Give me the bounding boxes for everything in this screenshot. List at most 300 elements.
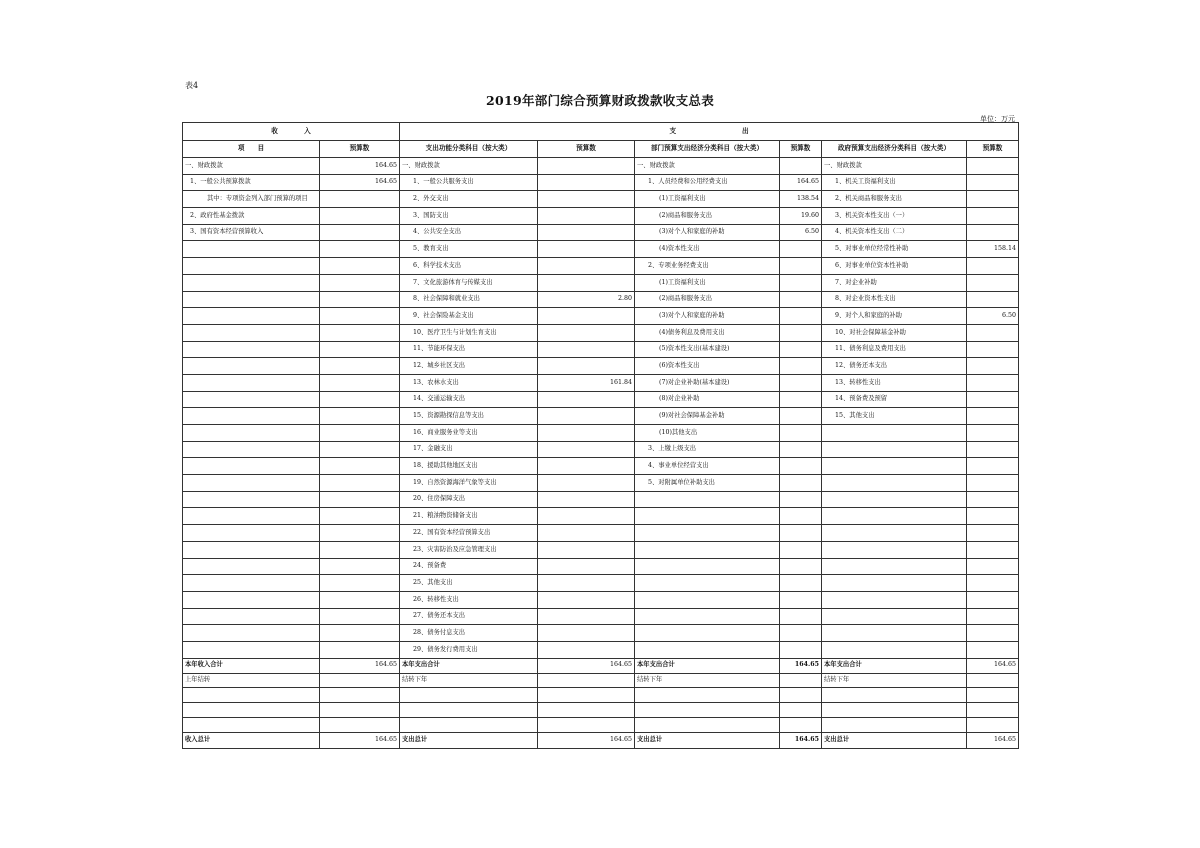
gov-econ-item-cell — [822, 575, 967, 592]
gov-econ-item-cell: 14、预备费及预留 — [822, 391, 967, 408]
table-row — [183, 174, 1019, 191]
income-budget-cell — [320, 541, 400, 558]
function-budget-cell — [538, 641, 635, 658]
function-budget-cell — [538, 591, 635, 608]
income-item-cell: 上年结转 — [183, 673, 320, 687]
dept-econ-item-cell — [635, 491, 780, 508]
gov-econ-budget-cell — [967, 374, 1019, 391]
gov-econ-budget-cell — [967, 575, 1019, 592]
blank-row — [183, 717, 1019, 732]
col-header-budget-3: 预算数 — [780, 140, 822, 158]
function-item-cell: 22、国有资本经营预算支出 — [400, 525, 538, 542]
function-item-cell: 4、公共安全支出 — [400, 224, 538, 241]
dept-econ-budget-cell: 164.65 — [780, 732, 822, 748]
function-budget-cell — [538, 208, 635, 225]
table-row — [183, 374, 1019, 391]
gov-econ-item-cell — [822, 425, 967, 442]
income-group-header: 收 入 — [183, 123, 400, 141]
function-budget-cell — [538, 541, 635, 558]
expense-group-header: 支 出 — [400, 123, 1019, 141]
income-item-cell — [183, 425, 320, 442]
table-row — [183, 291, 1019, 308]
function-budget-cell — [538, 241, 635, 258]
dept-econ-item-cell: (3)对个人和家庭的补助 — [635, 308, 780, 325]
table-row — [183, 641, 1019, 658]
dept-econ-item-cell: (5)资本性支出(基本建设) — [635, 341, 780, 358]
gov-econ-item-cell: 结转下年 — [822, 673, 967, 687]
dept-econ-budget-cell — [780, 641, 822, 658]
dept-econ-budget-cell: 19.60 — [780, 208, 822, 225]
dept-econ-budget-cell: 6.50 — [780, 224, 822, 241]
function-item-cell: 17、金融支出 — [400, 441, 538, 458]
dept-econ-budget-cell: 138.54 — [780, 191, 822, 208]
gov-econ-item-cell: 3、机关资本性支出（一） — [822, 208, 967, 225]
dept-econ-budget-cell — [780, 374, 822, 391]
dept-econ-item-cell: 一、财政拨款 — [635, 158, 780, 175]
gov-econ-item-cell: 15、其他支出 — [822, 408, 967, 425]
gov-econ-budget-cell — [967, 324, 1019, 341]
gov-econ-item-cell — [822, 458, 967, 475]
gov-econ-item-cell — [822, 525, 967, 542]
income-budget-cell — [320, 358, 400, 375]
function-budget-cell: 164.65 — [538, 658, 635, 673]
table-row — [183, 625, 1019, 642]
gov-econ-budget-cell: 6.50 — [967, 308, 1019, 325]
table-row — [183, 358, 1019, 375]
table-row — [183, 541, 1019, 558]
gov-econ-budget-cell — [967, 525, 1019, 542]
gov-econ-item-cell — [822, 591, 967, 608]
table-row — [183, 324, 1019, 341]
table-row — [183, 508, 1019, 525]
col-header-dept-econ-class: 部门预算支出经济分类科目（按大类） — [635, 140, 780, 158]
function-budget-cell — [538, 491, 635, 508]
income-item-cell — [183, 258, 320, 275]
function-budget-cell — [538, 441, 635, 458]
table-row — [183, 224, 1019, 241]
income-budget-cell — [320, 673, 400, 687]
income-budget-cell — [320, 625, 400, 642]
income-budget-cell — [320, 425, 400, 442]
table-row — [183, 558, 1019, 575]
gov-econ-item-cell: 9、对个人和家庭的补助 — [822, 308, 967, 325]
function-item-cell: 3、国防支出 — [400, 208, 538, 225]
income-budget-cell — [320, 224, 400, 241]
income-item-cell — [183, 374, 320, 391]
income-item-cell — [183, 441, 320, 458]
dept-econ-item-cell — [635, 641, 780, 658]
dept-econ-item-cell — [635, 625, 780, 642]
gov-econ-item-cell: 6、对事业单位资本性补助 — [822, 258, 967, 275]
dept-econ-item-cell: (2)商品和服务支出 — [635, 291, 780, 308]
income-item-cell — [183, 608, 320, 625]
column-header-row — [183, 140, 1019, 158]
col-header-gov-econ-class: 政府预算支出经济分类科目（按大类） — [822, 140, 967, 158]
table-row — [183, 208, 1019, 225]
gov-econ-budget-cell — [967, 408, 1019, 425]
table-row — [183, 608, 1019, 625]
income-item-cell — [183, 641, 320, 658]
gov-econ-item-cell — [822, 608, 967, 625]
gov-econ-item-cell — [822, 491, 967, 508]
dept-econ-item-cell — [635, 575, 780, 592]
dept-econ-budget-cell — [780, 408, 822, 425]
dept-econ-budget-cell — [780, 258, 822, 275]
function-budget-cell — [538, 575, 635, 592]
table-row — [183, 191, 1019, 208]
function-item-cell: 1、一般公共服务支出 — [400, 174, 538, 191]
table-row — [183, 341, 1019, 358]
dept-econ-item-cell: 5、对附属单位补助支出 — [635, 475, 780, 492]
gov-econ-budget-cell — [967, 174, 1019, 191]
income-budget-cell — [320, 591, 400, 608]
function-budget-cell — [538, 408, 635, 425]
table-row — [183, 274, 1019, 291]
table-row — [183, 525, 1019, 542]
income-budget-cell — [320, 208, 400, 225]
income-item-cell — [183, 308, 320, 325]
income-item-cell — [183, 508, 320, 525]
dept-econ-item-cell — [635, 525, 780, 542]
dept-econ-budget-cell: 164.65 — [780, 174, 822, 191]
function-budget-cell — [538, 508, 635, 525]
gov-econ-budget-cell — [967, 208, 1019, 225]
table-row — [183, 591, 1019, 608]
function-budget-cell — [538, 625, 635, 642]
income-budget-cell — [320, 458, 400, 475]
dept-econ-item-cell: (4)资本性支出 — [635, 241, 780, 258]
function-item-cell: 21、粮油物资储备支出 — [400, 508, 538, 525]
income-budget-cell: 164.65 — [320, 658, 400, 673]
dept-econ-budget-cell — [780, 158, 822, 175]
income-budget-cell — [320, 308, 400, 325]
gov-econ-item-cell — [822, 441, 967, 458]
gov-econ-budget-cell — [967, 641, 1019, 658]
gov-econ-budget-cell — [967, 475, 1019, 492]
function-item-cell: 11、节能环保支出 — [400, 341, 538, 358]
gov-econ-budget-cell — [967, 224, 1019, 241]
function-item-cell: 9、社会保险基金支出 — [400, 308, 538, 325]
col-header-function-class: 支出功能分类科目（按大类） — [400, 140, 538, 158]
gov-econ-budget-cell — [967, 608, 1019, 625]
gov-econ-item-cell: 10、对社会保障基金补助 — [822, 324, 967, 341]
dept-econ-item-cell: (4)债务利息及费用支出 — [635, 324, 780, 341]
dept-econ-item-cell — [635, 591, 780, 608]
income-item-cell — [183, 291, 320, 308]
dept-econ-budget-cell — [780, 508, 822, 525]
function-item-cell: 27、债务还本支出 — [400, 608, 538, 625]
table-row — [183, 458, 1019, 475]
dept-econ-budget-cell — [780, 358, 822, 375]
function-item-cell: 19、自然资源海洋气象等支出 — [400, 475, 538, 492]
income-item-cell — [183, 625, 320, 642]
gov-econ-budget-cell — [967, 441, 1019, 458]
function-item-cell: 本年支出合计 — [400, 658, 538, 673]
gov-econ-budget-cell: 164.65 — [967, 658, 1019, 673]
gov-econ-item-cell: 12、债务还本支出 — [822, 358, 967, 375]
function-budget-cell — [538, 358, 635, 375]
function-budget-cell: 161.84 — [538, 374, 635, 391]
dept-econ-item-cell: (1)工资福利支出 — [635, 191, 780, 208]
dept-econ-item-cell — [635, 558, 780, 575]
col-header-budget-1: 预算数 — [320, 140, 400, 158]
gov-econ-budget-cell — [967, 625, 1019, 642]
income-item-cell — [183, 591, 320, 608]
gov-econ-budget-cell — [967, 291, 1019, 308]
dept-econ-budget-cell — [780, 525, 822, 542]
income-item-cell: 其中：专项资金列入部门预算的项目 — [183, 191, 320, 208]
dept-econ-item-cell: 支出总计 — [635, 732, 780, 748]
function-item-cell: 10、医疗卫生与计划生育支出 — [400, 324, 538, 341]
function-budget-cell — [538, 558, 635, 575]
dept-econ-budget-cell — [780, 575, 822, 592]
income-budget-cell — [320, 408, 400, 425]
dept-econ-item-cell: 2、专项业务经费支出 — [635, 258, 780, 275]
function-item-cell: 29、债务发行费用支出 — [400, 641, 538, 658]
gov-econ-item-cell: 支出总计 — [822, 732, 967, 748]
dept-econ-item-cell: (10)其他支出 — [635, 425, 780, 442]
dept-econ-item-cell: 4、事业单位经营支出 — [635, 458, 780, 475]
gov-econ-budget-cell — [967, 158, 1019, 175]
income-budget-cell — [320, 475, 400, 492]
header-group-row — [183, 123, 1019, 141]
income-item-cell: 收入总计 — [183, 732, 320, 748]
gov-econ-budget-cell — [967, 258, 1019, 275]
income-item-cell — [183, 575, 320, 592]
income-item-cell: 3、国有资本经营预算收入 — [183, 224, 320, 241]
table-row — [183, 425, 1019, 442]
gov-econ-item-cell — [822, 641, 967, 658]
table-row — [183, 475, 1019, 492]
gov-econ-budget-cell: 158.14 — [967, 241, 1019, 258]
gov-econ-budget-cell — [967, 558, 1019, 575]
dept-econ-budget-cell — [780, 608, 822, 625]
function-budget-cell: 164.65 — [538, 732, 635, 748]
income-item-cell — [183, 408, 320, 425]
income-budget-cell — [320, 274, 400, 291]
income-budget-cell: 164.65 — [320, 732, 400, 748]
dept-econ-budget-cell — [780, 673, 822, 687]
function-budget-cell — [538, 608, 635, 625]
gov-econ-budget-cell — [967, 508, 1019, 525]
function-item-cell: 14、交通运输支出 — [400, 391, 538, 408]
function-budget-cell — [538, 391, 635, 408]
table-row — [183, 158, 1019, 175]
dept-econ-budget-cell — [780, 491, 822, 508]
income-budget-cell — [320, 525, 400, 542]
dept-econ-budget-cell — [780, 241, 822, 258]
function-item-cell: 6、科学技术支出 — [400, 258, 538, 275]
gov-econ-item-cell — [822, 508, 967, 525]
income-item-cell — [183, 525, 320, 542]
dept-econ-budget-cell — [780, 541, 822, 558]
function-budget-cell — [538, 324, 635, 341]
dept-econ-budget-cell — [780, 291, 822, 308]
function-item-cell: 5、教育支出 — [400, 241, 538, 258]
income-item-cell — [183, 558, 320, 575]
function-item-cell: 16、商业服务业等支出 — [400, 425, 538, 442]
gov-econ-item-cell: 4、机关资本性支出（二） — [822, 224, 967, 241]
income-budget-cell — [320, 374, 400, 391]
dept-econ-item-cell: 结转下年 — [635, 673, 780, 687]
function-item-cell: 一、财政拨款 — [400, 158, 538, 175]
col-header-budget-4: 预算数 — [967, 140, 1019, 158]
income-budget-cell — [320, 491, 400, 508]
table-footer — [183, 658, 1019, 748]
gov-econ-item-cell: 1、机关工资福利支出 — [822, 174, 967, 191]
function-item-cell: 结转下年 — [400, 673, 538, 687]
gov-econ-item-cell: 5、对事业单位经常性补助 — [822, 241, 967, 258]
gov-econ-budget-cell — [967, 358, 1019, 375]
dept-econ-budget-cell — [780, 341, 822, 358]
gov-econ-budget-cell — [967, 673, 1019, 687]
gov-econ-item-cell — [822, 625, 967, 642]
gov-econ-budget-cell — [967, 541, 1019, 558]
gov-econ-budget-cell — [967, 425, 1019, 442]
col-header-item: 项 目 — [183, 140, 320, 158]
function-budget-cell — [538, 525, 635, 542]
gov-econ-item-cell: 13、转移性支出 — [822, 374, 967, 391]
function-item-cell: 支出总计 — [400, 732, 538, 748]
dept-econ-item-cell — [635, 508, 780, 525]
dept-econ-item-cell: (7)对企业补助(基本建设) — [635, 374, 780, 391]
dept-econ-item-cell: (2)商品和服务支出 — [635, 208, 780, 225]
function-item-cell: 2、外交支出 — [400, 191, 538, 208]
income-budget-cell — [320, 191, 400, 208]
blank-row — [183, 687, 1019, 702]
function-item-cell: 20、住房保障支出 — [400, 491, 538, 508]
dept-econ-budget-cell: 164.65 — [780, 658, 822, 673]
gov-econ-item-cell — [822, 541, 967, 558]
table-row — [183, 408, 1019, 425]
gov-econ-budget-cell — [967, 491, 1019, 508]
income-budget-cell — [320, 608, 400, 625]
function-budget-cell — [538, 475, 635, 492]
unit-label: 单位：万元 — [980, 115, 1015, 123]
income-budget-cell — [320, 641, 400, 658]
gov-econ-budget-cell: 164.65 — [967, 732, 1019, 748]
income-item-cell — [183, 324, 320, 341]
income-item-cell — [183, 458, 320, 475]
dept-econ-budget-cell — [780, 324, 822, 341]
function-item-cell: 15、资源勘探信息等支出 — [400, 408, 538, 425]
gov-econ-item-cell — [822, 558, 967, 575]
table-row — [183, 575, 1019, 592]
gov-econ-budget-cell — [967, 341, 1019, 358]
carryover-row — [183, 673, 1019, 687]
dept-econ-item-cell — [635, 608, 780, 625]
function-budget-cell — [538, 174, 635, 191]
income-budget-cell — [320, 558, 400, 575]
dept-econ-budget-cell — [780, 441, 822, 458]
gov-econ-budget-cell — [967, 458, 1019, 475]
dept-econ-item-cell: (6)资本性支出 — [635, 358, 780, 375]
income-budget-cell — [320, 508, 400, 525]
income-budget-cell — [320, 575, 400, 592]
function-budget-cell — [538, 425, 635, 442]
dept-econ-item-cell: (1)工资福利支出 — [635, 274, 780, 291]
income-item-cell — [183, 358, 320, 375]
dept-econ-item-cell: 1、人员经费和公用经费支出 — [635, 174, 780, 191]
income-item-cell — [183, 541, 320, 558]
table-row — [183, 391, 1019, 408]
page-title: 2019年部门综合预算财政拨款收支总表 — [486, 93, 714, 108]
income-item-cell: 1、一般公共预算拨款 — [183, 174, 320, 191]
income-item-cell — [183, 274, 320, 291]
income-budget-cell — [320, 258, 400, 275]
function-item-cell: 18、援助其他地区支出 — [400, 458, 538, 475]
table-row — [183, 491, 1019, 508]
dept-econ-budget-cell — [780, 458, 822, 475]
gov-econ-budget-cell — [967, 274, 1019, 291]
function-budget-cell — [538, 158, 635, 175]
gov-econ-item-cell: 本年支出合计 — [822, 658, 967, 673]
dept-econ-item-cell: (8)对企业补助 — [635, 391, 780, 408]
income-item-cell: 一、财政拨款 — [183, 158, 320, 175]
dept-econ-budget-cell — [780, 425, 822, 442]
income-budget-cell — [320, 341, 400, 358]
function-item-cell: 13、农林水支出 — [400, 374, 538, 391]
gov-econ-item-cell: 11、债务利息及费用支出 — [822, 341, 967, 358]
income-budget-cell — [320, 291, 400, 308]
function-budget-cell: 2.80 — [538, 291, 635, 308]
dept-econ-budget-cell — [780, 591, 822, 608]
income-item-cell — [183, 391, 320, 408]
blank-row — [183, 702, 1019, 717]
function-item-cell: 23、灾害防治及应急管理支出 — [400, 541, 538, 558]
dept-econ-budget-cell — [780, 308, 822, 325]
dept-econ-item-cell: 3、上缴上级支出 — [635, 441, 780, 458]
table-number: 表4 — [185, 81, 199, 90]
col-header-budget-2: 预算数 — [538, 140, 635, 158]
gov-econ-budget-cell — [967, 191, 1019, 208]
income-budget-cell — [320, 441, 400, 458]
function-budget-cell — [538, 341, 635, 358]
annual-total-row — [183, 658, 1019, 673]
income-item-cell: 2、政府性基金拨款 — [183, 208, 320, 225]
dept-econ-item-cell — [635, 541, 780, 558]
dept-econ-item-cell: (9)对社会保障基金补助 — [635, 408, 780, 425]
income-item-cell: 本年收入合计 — [183, 658, 320, 673]
table-row — [183, 258, 1019, 275]
function-item-cell: 8、社会保障和就业支出 — [400, 291, 538, 308]
function-budget-cell — [538, 274, 635, 291]
income-budget-cell — [320, 391, 400, 408]
income-budget-cell — [320, 324, 400, 341]
dept-econ-budget-cell — [780, 558, 822, 575]
gov-econ-budget-cell — [967, 591, 1019, 608]
table-row — [183, 241, 1019, 258]
grand-total-row — [183, 732, 1019, 748]
function-budget-cell — [538, 308, 635, 325]
income-item-cell — [183, 241, 320, 258]
dept-econ-item-cell: 本年支出合计 — [635, 658, 780, 673]
income-budget-cell: 164.65 — [320, 158, 400, 175]
table-body — [183, 158, 1019, 659]
income-item-cell — [183, 491, 320, 508]
income-item-cell — [183, 341, 320, 358]
function-item-cell: 28、债务付息支出 — [400, 625, 538, 642]
table-row — [183, 308, 1019, 325]
function-item-cell: 25、其他支出 — [400, 575, 538, 592]
budget-summary-table — [182, 122, 1019, 749]
dept-econ-budget-cell — [780, 625, 822, 642]
gov-econ-budget-cell — [967, 391, 1019, 408]
income-item-cell — [183, 475, 320, 492]
income-budget-cell — [320, 241, 400, 258]
gov-econ-item-cell: 7、对企业补助 — [822, 274, 967, 291]
table-row — [183, 441, 1019, 458]
